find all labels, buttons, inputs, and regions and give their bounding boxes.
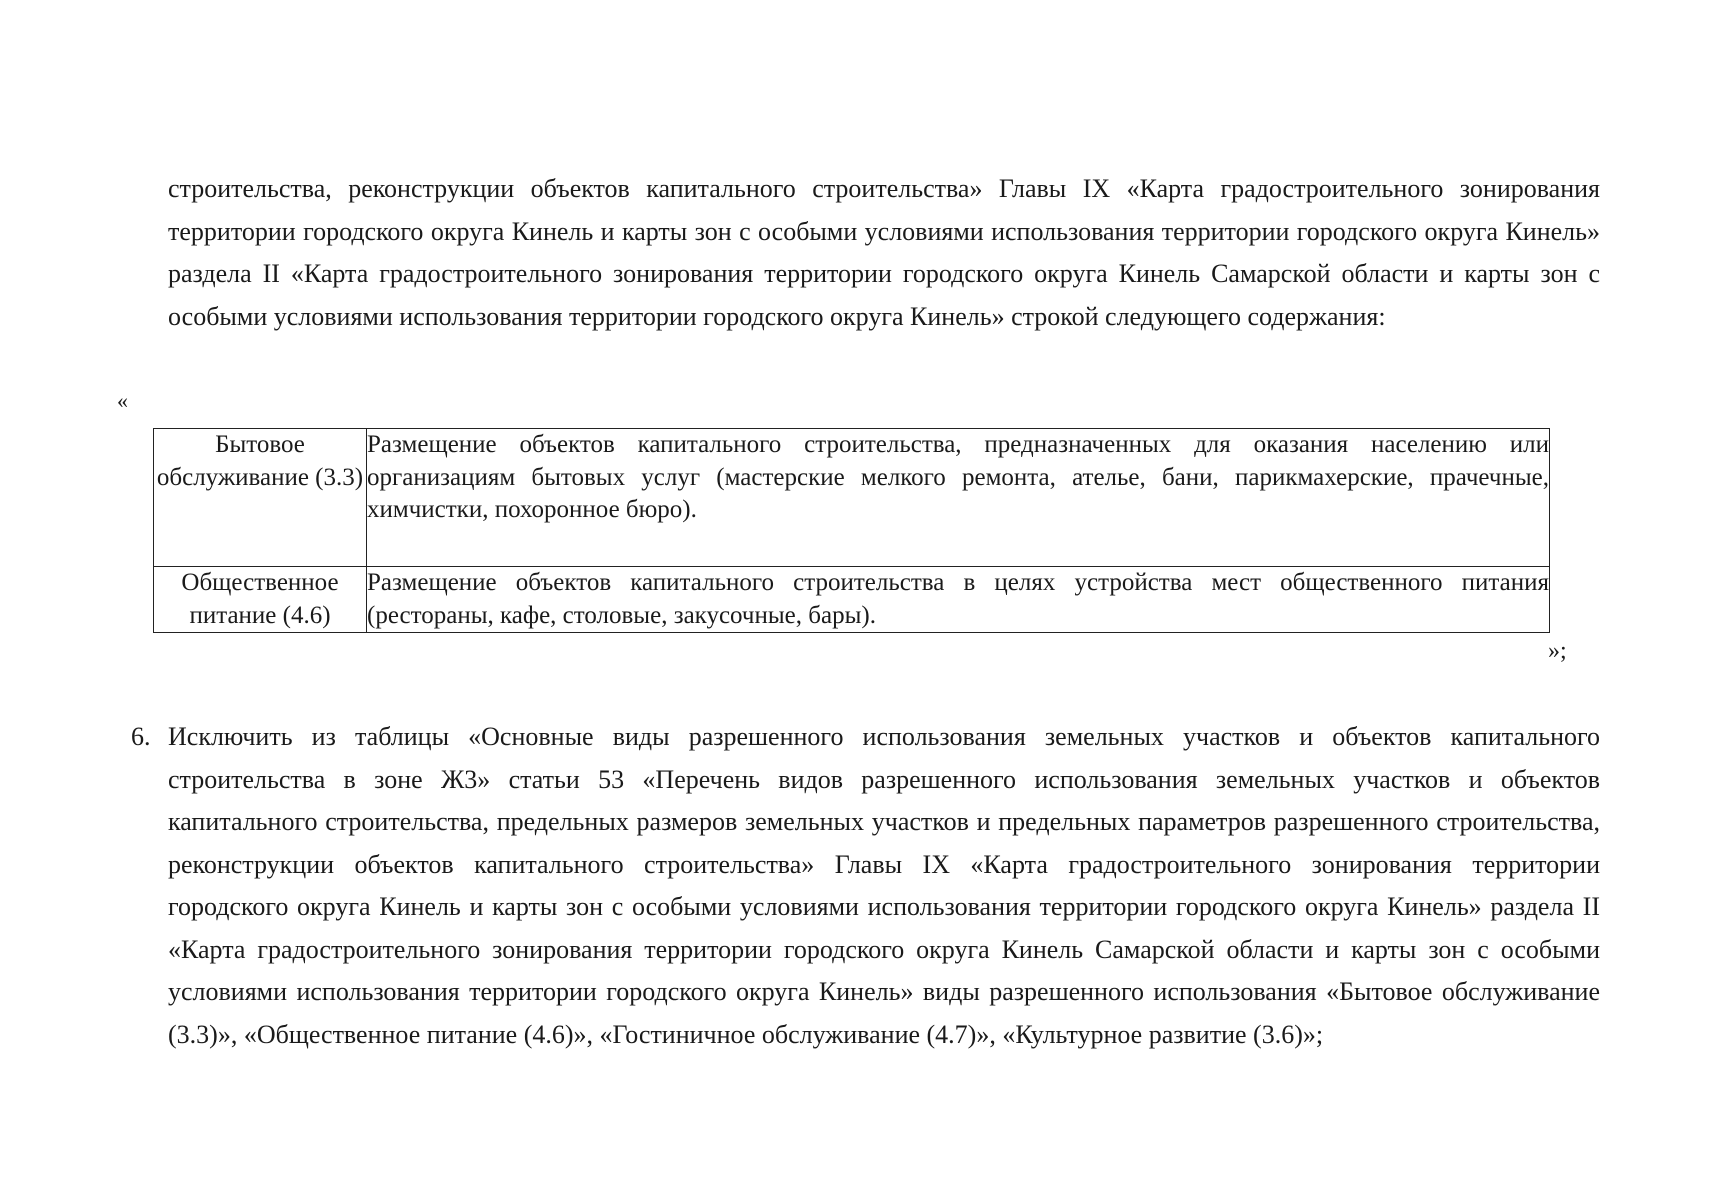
use-type-description: Размещение объектов капитального строительства, предназначенных для оказания населению или организациям бытовых услуг (мастерские мелкого ремонта, ателье, бани, парикмахерские, прачечные, химчистки, похоронное бюро). — [367, 429, 1550, 567]
table-row — [154, 567, 1550, 633]
table-row — [154, 429, 1550, 567]
list-item-number: 6. — [131, 722, 151, 751]
paragraph-continuation: строительства, реконструкции объектов капитального строительства» Главы IX «Карта градостроительного зонирования территории городского округа Кинель и карты зон с особыми условиями использования территории городского округа Кинель» раздела II «Карта градостроительного зонирования территории городского округа Кинель Самарской области и карты зон с особыми условиями использования территории городского округа Кинель» строкой следующего содержания: — [168, 174, 1600, 331]
opening-quote: « — [117, 388, 128, 413]
list-item-text: Исключить из таблицы «Основные виды разрешенного использования земельных участков и объектов капитального строительства в зоне Ж3» статьи 53 «Перечень видов разрешенного использования земельных участков и объектов капитального строительства, предельных размеров земельных участков и предельных параметров разрешенного строительства, реконструкции объектов капитального строительства» Главы IX «Карта градостроительного зонирования территории городского округа Кинель и карты зон с особыми условиями использования территории городского округа Кинель» раздела II «Карта градостроительного зонирования территории городского округа Кинель Самарской области и карты зон с особыми условиями использования территории городского округа Кинель» виды разрешенного использования «Бытовое обслуживание (3.3)», «Общественное питание (4.6)», «Гостиничное обслуживание (4.7)», «Культурное развитие (3.6)»; — [168, 722, 1600, 1049]
closing-quote: »; — [1548, 638, 1567, 664]
use-type-name: Общественное питание (4.6) — [154, 567, 367, 633]
permitted-use-table — [153, 428, 1550, 633]
use-type-name: Бытовое обслуживание (3.3) — [154, 429, 367, 567]
use-type-description: Размещение объектов капитального строительства в целях устройства мест общественного питания (рестораны, кафе, столовые, закусочные, бары). — [367, 567, 1550, 633]
